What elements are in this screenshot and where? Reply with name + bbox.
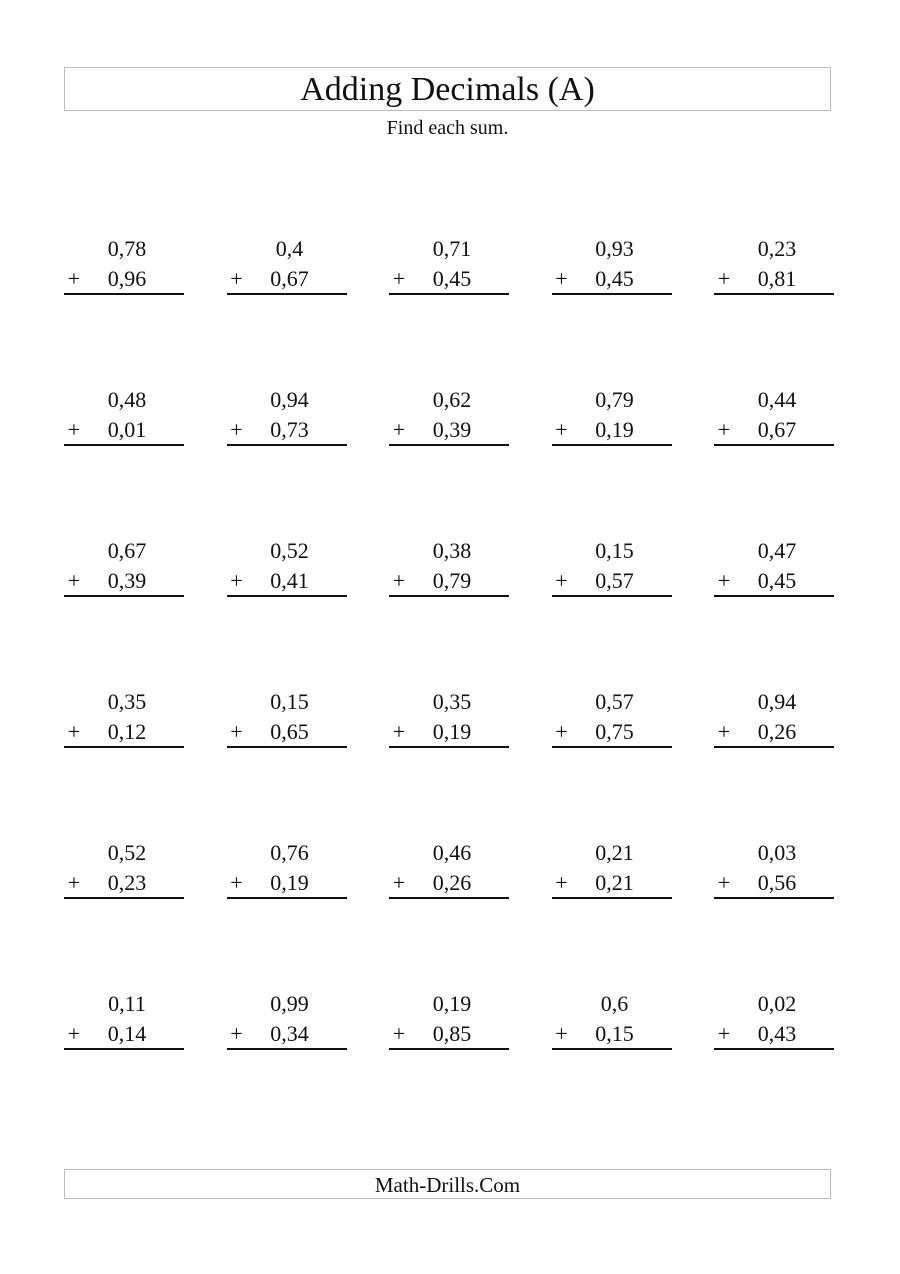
plus-sign: + [230, 417, 243, 442]
plus-sign: + [230, 870, 243, 895]
plus-sign: + [392, 568, 406, 593]
sum-line [64, 897, 184, 899]
plus-sign: + [392, 266, 406, 291]
addend-top: 0,6 [600, 991, 629, 1016]
addition-problem [389, 234, 509, 296]
sum-line [552, 595, 672, 597]
plus-sign: + [67, 870, 81, 895]
addition-problem [389, 989, 509, 1051]
plus-sign: + [392, 719, 406, 744]
plus-sign: + [67, 266, 81, 291]
plus-sign: + [67, 719, 81, 744]
addend-bottom: 0,45 [432, 266, 472, 291]
addend-top: 0,52 [270, 538, 309, 563]
sum-line [389, 897, 509, 899]
sum-line [714, 595, 834, 597]
plus-sign: + [717, 719, 731, 744]
plus-sign: + [392, 870, 406, 895]
addition-problem [714, 989, 834, 1051]
addition-problem [389, 687, 509, 749]
plus-sign: + [230, 568, 243, 593]
sum-line [64, 595, 184, 597]
addend-top: 0,4 [275, 236, 304, 261]
addition-problem [552, 989, 672, 1051]
plus-sign: + [555, 266, 568, 291]
problem-grid [64, 234, 834, 1140]
sum-line [389, 595, 509, 597]
addend-bottom: 0,67 [270, 266, 309, 291]
sum-line [64, 293, 184, 295]
plus-sign: + [67, 417, 81, 442]
addition-problem [552, 687, 672, 749]
addition-problem [64, 838, 184, 900]
addend-top: 0,35 [107, 689, 147, 714]
addend-bottom: 0,21 [595, 870, 634, 895]
addend-bottom: 0,81 [757, 266, 797, 291]
plus-sign: + [555, 870, 568, 895]
plus-sign: + [717, 266, 731, 291]
plus-sign: + [555, 568, 568, 593]
plus-sign: + [717, 568, 731, 593]
addend-top: 0,94 [270, 387, 309, 412]
addend-bottom: 0,85 [432, 1021, 472, 1046]
addend-top: 0,11 [108, 991, 146, 1016]
sum-line [714, 897, 834, 899]
plus-sign: + [555, 417, 568, 442]
addition-problem [227, 385, 347, 447]
addend-bottom: 0,79 [432, 568, 472, 593]
addend-top: 0,48 [107, 387, 147, 412]
addition-problem [714, 536, 834, 598]
addition-problem [714, 687, 834, 749]
sum-line [552, 897, 672, 899]
addend-top: 0,15 [595, 538, 634, 563]
plus-sign: + [392, 1021, 406, 1046]
addend-bottom: 0,75 [595, 719, 634, 744]
addend-bottom: 0,57 [595, 568, 634, 593]
addend-bottom: 0,39 [107, 568, 147, 593]
addition-problem [227, 989, 347, 1051]
addend-bottom: 0,43 [757, 1021, 797, 1046]
addition-problem [714, 234, 834, 296]
addend-top: 0,76 [270, 840, 309, 865]
addend-top: 0,62 [432, 387, 472, 412]
addend-top: 0,19 [432, 991, 472, 1016]
addition-problem [389, 385, 509, 447]
plus-sign: + [555, 1021, 568, 1046]
sum-line [227, 746, 347, 748]
addend-bottom: 0,19 [595, 417, 634, 442]
addition-problem [714, 838, 834, 900]
addend-bottom: 0,73 [270, 417, 309, 442]
addend-top: 0,99 [270, 991, 309, 1016]
addend-bottom: 0,39 [432, 417, 472, 442]
addend-top: 0,38 [432, 538, 472, 563]
addend-bottom: 0,26 [757, 719, 797, 744]
addend-top: 0,67 [107, 538, 147, 563]
plus-sign: + [230, 266, 243, 291]
sum-line [552, 444, 672, 446]
addition-problem [64, 385, 184, 447]
sum-line [227, 444, 347, 446]
sum-line [227, 897, 347, 899]
plus-sign: + [717, 870, 731, 895]
plus-sign: + [230, 719, 243, 744]
sum-line [552, 293, 672, 295]
sum-line [552, 1048, 672, 1050]
sum-line [714, 1048, 834, 1050]
addend-bottom: 0,96 [107, 266, 147, 291]
addend-bottom: 0,19 [270, 870, 309, 895]
addend-bottom: 0,23 [107, 870, 147, 895]
sum-line [389, 444, 509, 446]
addition-problem [64, 234, 184, 296]
addend-bottom: 0,15 [595, 1021, 634, 1046]
addend-bottom: 0,56 [757, 870, 797, 895]
addition-problem [552, 234, 672, 296]
addition-problem [64, 687, 184, 749]
addend-bottom: 0,14 [107, 1021, 147, 1046]
addend-top: 0,44 [757, 387, 797, 412]
sum-line [227, 1048, 347, 1050]
addend-top: 0,46 [432, 840, 472, 865]
plus-sign: + [555, 719, 568, 744]
addend-bottom: 0,19 [432, 719, 472, 744]
sum-line [64, 746, 184, 748]
addend-top: 0,35 [432, 689, 472, 714]
plus-sign: + [392, 417, 406, 442]
addend-bottom: 0,65 [270, 719, 309, 744]
addend-top: 0,78 [107, 236, 147, 261]
worksheet-footer: Math-Drills.Com [64, 1169, 831, 1199]
addend-top: 0,52 [107, 840, 147, 865]
plus-sign: + [67, 568, 81, 593]
addend-top: 0,03 [757, 840, 797, 865]
worksheet-title: Adding Decimals (A) [64, 67, 831, 111]
addition-problem [552, 536, 672, 598]
plus-sign: + [67, 1021, 81, 1046]
sum-line [552, 746, 672, 748]
addend-bottom: 0,45 [595, 266, 634, 291]
addend-top: 0,93 [595, 236, 634, 261]
addition-problem [552, 838, 672, 900]
addition-problem [227, 536, 347, 598]
addend-top: 0,47 [757, 538, 797, 563]
addend-top: 0,71 [432, 236, 472, 261]
addition-problem [389, 838, 509, 900]
addition-problem [714, 385, 834, 447]
addition-problem [389, 536, 509, 598]
addition-problem [227, 234, 347, 296]
addend-top: 0,21 [595, 840, 634, 865]
sum-line [389, 293, 509, 295]
plus-sign: + [717, 1021, 731, 1046]
sum-line [64, 444, 184, 446]
sum-line [389, 746, 509, 748]
addend-bottom: 0,01 [107, 417, 147, 442]
plus-sign: + [717, 417, 731, 442]
addend-top: 0,23 [757, 236, 797, 261]
addend-top: 0,15 [270, 689, 309, 714]
sum-line [714, 293, 834, 295]
addend-bottom: 0,41 [270, 568, 309, 593]
addition-problem [64, 536, 184, 598]
sum-line [227, 595, 347, 597]
addend-top: 0,02 [757, 991, 797, 1016]
addend-bottom: 0,12 [107, 719, 147, 744]
sum-line [714, 746, 834, 748]
addend-bottom: 0,34 [270, 1021, 309, 1046]
sum-line [389, 1048, 509, 1050]
addition-problem [552, 385, 672, 447]
addend-top: 0,79 [595, 387, 634, 412]
addition-problem [64, 989, 184, 1051]
sum-line [714, 444, 834, 446]
sum-line [64, 1048, 184, 1050]
addend-bottom: 0,45 [757, 568, 797, 593]
addend-bottom: 0,26 [432, 870, 472, 895]
addition-problem [227, 838, 347, 900]
addend-top: 0,94 [757, 689, 797, 714]
plus-sign: + [230, 1021, 243, 1046]
addend-bottom: 0,67 [757, 417, 797, 442]
worksheet-instructions: Find each sum. [386, 117, 509, 139]
addition-problem [227, 687, 347, 749]
sum-line [227, 293, 347, 295]
addend-top: 0,57 [595, 689, 634, 714]
